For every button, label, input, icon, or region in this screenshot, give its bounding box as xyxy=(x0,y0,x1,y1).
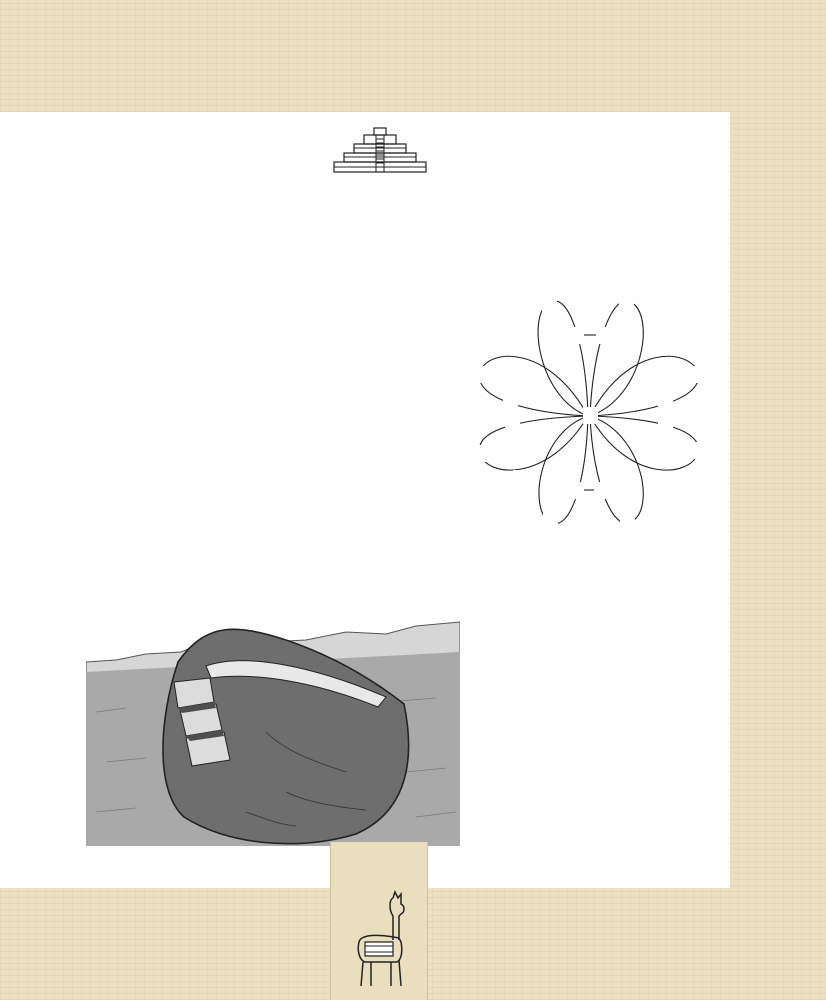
diagram-loop-top-left xyxy=(538,301,588,416)
ornament-border-right xyxy=(728,62,778,938)
llama-icon xyxy=(349,890,413,990)
number-diagram xyxy=(468,288,718,538)
diagram-loop-right-upper xyxy=(590,356,698,416)
page-number-tab xyxy=(330,842,428,1000)
main-text xyxy=(58,244,468,292)
diagram-loop-bottom-left xyxy=(539,416,588,524)
stepped-pyramid-icon xyxy=(330,122,430,176)
diagram-loop-bottom-right xyxy=(590,416,643,523)
diagram-loop-top-right xyxy=(590,301,643,416)
burial-stone-illustration xyxy=(86,612,460,846)
ornament-border-top xyxy=(0,62,826,114)
